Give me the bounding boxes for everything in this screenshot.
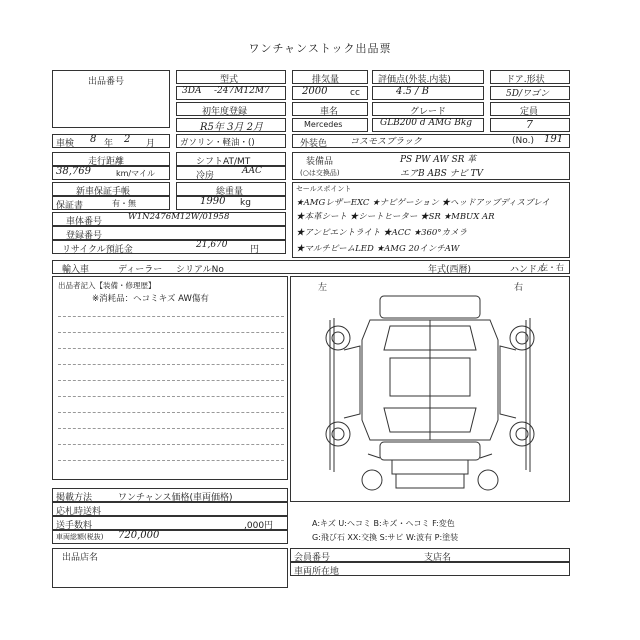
notes-line1: ※消耗品：ヘコミキズ AW傷有 (92, 294, 209, 304)
notes-rule-3 (58, 348, 284, 349)
fee-label: 送手数料 (56, 521, 93, 531)
weight-unit: kg (240, 198, 251, 208)
legend-line2: G:飛び石 XX:交換 S:サビ W:波有 P:塗装 (312, 533, 459, 542)
notes-box (52, 276, 288, 480)
aircon-label: 冷房 (196, 171, 215, 181)
aircon-value: AAC (242, 166, 262, 176)
weight-label: 総重量 (216, 187, 244, 197)
serial-label: シリアルNo (176, 265, 224, 275)
import-label: 輸入車 (62, 265, 90, 275)
warranty-value: 有・無 (112, 199, 136, 208)
score-label: 評価点(外装.内装) (378, 75, 451, 85)
reg-no-label: 登録番号 (66, 231, 103, 241)
displacement-unit: cc (350, 88, 360, 98)
equipment-line2: エアB ABS ナビ TV (400, 169, 483, 179)
car-diagram (300, 290, 560, 510)
diagram-right-label: 右 (514, 283, 524, 293)
branch-label: 支店名 (424, 553, 452, 563)
weight-value-box (176, 196, 286, 210)
inspection-label: 車検 (56, 139, 75, 149)
model-label: 型式 (220, 75, 239, 85)
notes-rule-5 (58, 380, 284, 381)
capacity-value: 7 (526, 118, 533, 131)
first-reg-label: 初年度登録 (202, 107, 248, 117)
notes-rule-8 (58, 428, 284, 429)
car-name-label: 車名 (320, 107, 339, 117)
notes-rule-2 (58, 332, 284, 333)
notes-rule-4 (58, 364, 284, 365)
shift-label: シフトAT/MT (196, 157, 251, 167)
total-value: 720,000 (118, 530, 160, 541)
model-prefix: 3DA (182, 86, 202, 96)
notes-rule-7 (58, 412, 284, 413)
notes-rule-10 (58, 460, 284, 461)
color-no-label: (No.) (512, 136, 534, 146)
aircon-box (176, 166, 286, 180)
method-value: ワンチャンス価格(車両価格) (118, 493, 233, 503)
diagram-left-label: 左 (318, 283, 328, 293)
notes-rule-9 (58, 444, 284, 445)
inspection-year: 8 (90, 134, 97, 145)
sales-point-4: ★マルチビームLED ★AMG 20インチAW (296, 244, 460, 254)
first-reg-value: R5年 3月 2月 (200, 122, 263, 133)
sales-point-3: ★アンビエントライト ★ACC ★360°カメラ (296, 228, 468, 238)
legend-line1: A:キズ U:ヘコミ B:キズ・ヘコミ F:変色 (312, 519, 455, 528)
warranty-label: 保証書 (56, 201, 84, 211)
mileage-value: 38,769 (56, 166, 91, 177)
exterior-color-label: 外装色 (300, 139, 328, 149)
color-no-value: 191 (544, 134, 564, 145)
dealer-label: ディーラー (118, 265, 163, 275)
sheet-title: ワンチャンストック出品票 (248, 42, 392, 55)
notes-rule-1 (58, 316, 284, 317)
capacity-label: 定員 (520, 107, 539, 117)
body-no-value: W1N2476M12W/01958 (128, 212, 230, 222)
recycle-label: リサイクル預託金 (62, 245, 133, 255)
displacement-value: 2000 (302, 86, 328, 97)
car-name-value: Mercedes (304, 120, 343, 129)
exhibitor-label: 出品店名 (62, 553, 99, 563)
fee-unit: ,000円 (244, 521, 274, 531)
door-label: ドア.形状 (506, 75, 545, 85)
notes-rule-6 (58, 396, 284, 397)
model-value: -247M12M7 (214, 86, 270, 96)
handle-value: 左・右 (540, 263, 564, 272)
fuel-value: ガソリン・軽油・() (180, 138, 255, 148)
handle-label: ハンドル (510, 265, 547, 275)
sales-point-1: ★AMGレザーEXC ★ナビゲーション ★ヘッドアップディスプレイ (296, 198, 550, 208)
vehicle-loc-label: 車両所在地 (294, 567, 340, 577)
sales-point-label: セールスポイント (296, 185, 352, 193)
displacement-label: 排気量 (312, 75, 340, 85)
equipment-label: 装備品 (306, 157, 334, 167)
grade-value: GLB200 d AMG Bkg (380, 118, 473, 128)
notes-header: 出品者記入【装備・修理歴】 (58, 281, 156, 290)
method-label: 掲載方法 (56, 493, 93, 503)
member-no-label: 会員番号 (294, 553, 331, 563)
equipment-line1: PS PW AW SR 革 (400, 155, 477, 165)
total-label: 車両総額(税抜) (56, 533, 104, 541)
inspection-month-unit: 月 (146, 139, 156, 149)
inspection-month: 2 (124, 134, 131, 145)
exterior-color-value: コスモスブラック (350, 137, 422, 147)
grade-label: グレード (410, 107, 447, 117)
mileage-unit: km/マイル (116, 169, 155, 178)
lot-number-label: 出品番号 (88, 77, 125, 87)
door-value: 5D/ワゴン (506, 89, 549, 99)
sell-time-label: 応札時送料 (56, 507, 102, 517)
weight-value: 1990 (200, 196, 226, 207)
new-car-label: 新車保証手帳 (76, 187, 131, 197)
recycle-unit: 円 (250, 245, 260, 255)
mileage-label: 走行距離 (88, 157, 125, 167)
score-value: 4.5 / B (396, 86, 429, 97)
equipment-sub-label: (○は交換品) (300, 169, 340, 177)
body-no-label: 車体番号 (66, 217, 103, 227)
recycle-value: 21,670 (196, 240, 228, 250)
sales-point-2: ★本革シート ★シートヒーター ★SR ★MBUX AR (296, 212, 495, 222)
year-label: 年式(西暦) (428, 265, 472, 275)
inspection-year-unit: 年 (104, 139, 114, 149)
